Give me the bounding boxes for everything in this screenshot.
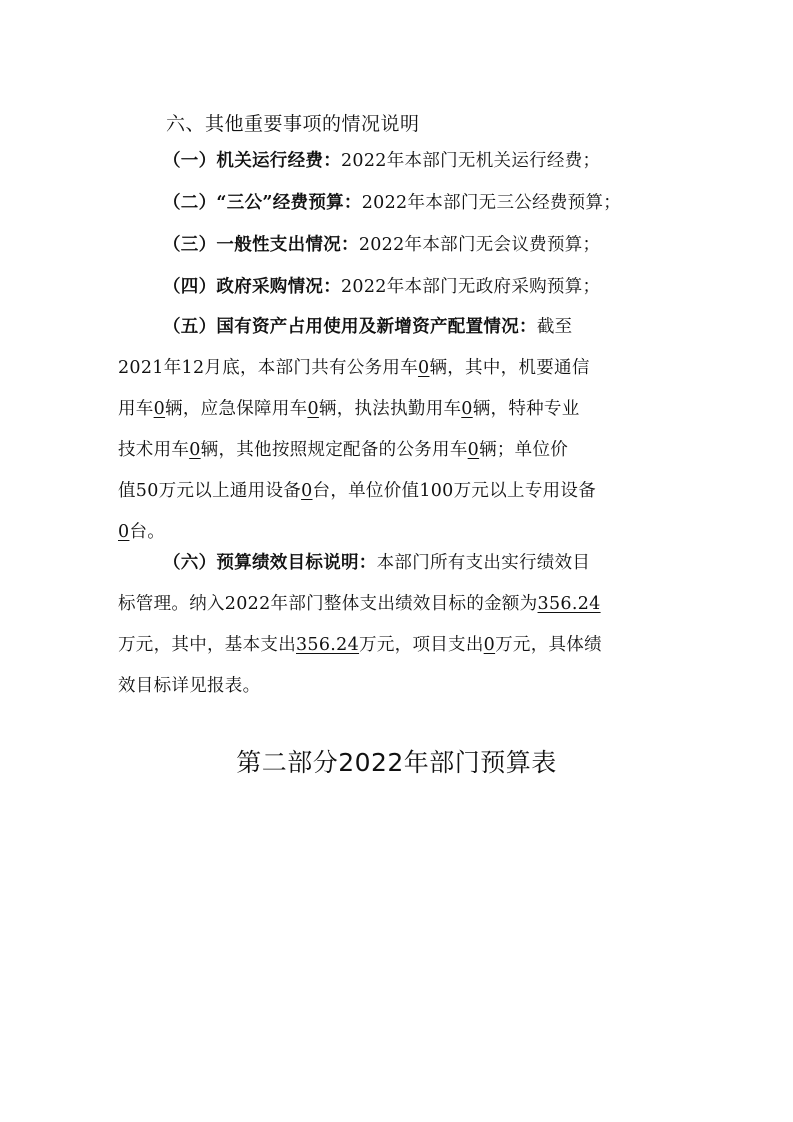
- text-line: 效目标详见报表。: [118, 676, 261, 696]
- item-text: 2022年本部门无政府采购预算；: [341, 277, 601, 297]
- item-label: （四）政府采购情况：: [163, 277, 341, 297]
- performance-paragraph: [118, 543, 668, 707]
- performance-label: （六）预算绩效目标说明：: [163, 553, 377, 573]
- item-text: 2022年本部门无三公经费预算；: [361, 193, 622, 213]
- text-line: （六）预算绩效目标说明：本部门所有支出实行绩效目: [163, 553, 591, 573]
- special-vehicle-value: 0: [189, 440, 201, 460]
- text-line: 万元，其中，基本支出356.24万元，项目支出0万元，具体绩: [118, 635, 602, 655]
- text-line: 用车0辆，应急保障用车0辆，执法执勤用车0辆，特种专业: [118, 399, 580, 419]
- project-expenditure-amount: 0: [483, 635, 496, 655]
- item-operating-costs: [118, 141, 668, 182]
- emergency-vehicle-value: 0: [307, 399, 319, 419]
- item-three-public-costs: [118, 183, 668, 224]
- item-text: 2022年本部门无机关运行经费；: [341, 151, 601, 171]
- text-line: 标管理。纳入2022年部门整体支出绩效目标的金额为356.24: [118, 594, 601, 614]
- confidential-vehicle-value: 0: [153, 399, 166, 419]
- law-enforcement-vehicle-value: 0: [461, 399, 473, 419]
- text-line: 技术用车0辆，其他按照规定配备的公务用车0辆；单位价: [118, 440, 569, 460]
- basic-expenditure-amount: 356.24: [296, 635, 360, 655]
- text-line: （五）国有资产占用使用及新增资产配置情况：截至: [163, 317, 573, 337]
- assets-label: （五）国有资产占用使用及新增资产配置情况：: [163, 317, 537, 337]
- item-label: （二）“三公”经费预算：: [163, 193, 362, 213]
- text-line: 值50万元以上通用设备0台，单位价值100万元以上专用设备: [118, 481, 597, 501]
- other-vehicle-value: 0: [467, 440, 480, 460]
- special-equipment-value: 0: [118, 522, 130, 542]
- part-title: 第二部分2022年部门预算表: [236, 748, 557, 777]
- performance-total-amount: 356.24: [537, 594, 601, 614]
- vehicle-total-value: 0: [418, 358, 430, 378]
- item-text: 2022年本部门无会议费预算；: [358, 235, 601, 255]
- item-general-expenditure: [118, 225, 668, 266]
- assets-paragraph: [118, 307, 668, 553]
- section-heading: 六、其他重要事项的情况说明: [166, 113, 420, 135]
- item-government-procurement: [118, 267, 668, 308]
- item-label: （一）机关运行经费：: [163, 151, 341, 171]
- text-line: 2021年12月底，本部门共有公务用车0辆，其中，机要通信: [118, 358, 590, 378]
- item-label: （三）一般性支出情况：: [163, 235, 359, 255]
- text-line: 0台。: [118, 522, 166, 542]
- general-equipment-value: 0: [301, 481, 313, 501]
